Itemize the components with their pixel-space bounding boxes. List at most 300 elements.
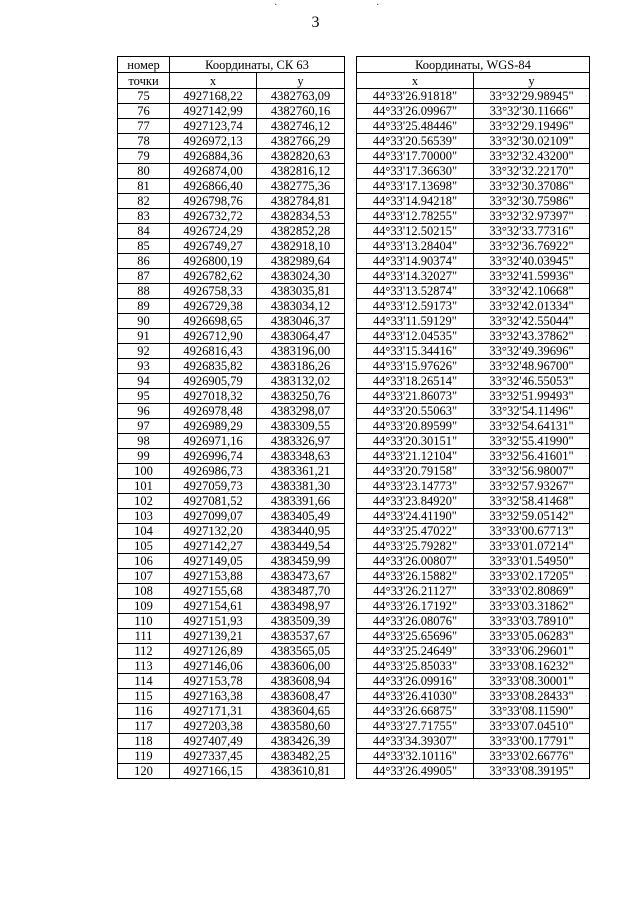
table-row <box>118 509 590 524</box>
column-gap <box>345 434 357 449</box>
table-row <box>118 164 590 179</box>
wgs84-longitude-cell: 33°33'07.04510" <box>474 719 590 734</box>
sk63-y-cell: 4383391,66 <box>257 494 345 509</box>
sk63-y-header: y <box>257 73 345 89</box>
sk63-y-cell: 4383132,02 <box>257 374 345 389</box>
sk63-x-cell: 4927146,06 <box>170 659 257 674</box>
point-number-cell: 84 <box>118 224 170 239</box>
wgs84-longitude-cell: 33°33'08.30001" <box>474 674 590 689</box>
wgs84-longitude-cell: 33°33'02.66776" <box>474 749 590 764</box>
sk63-x-cell: 4927142,27 <box>170 539 257 554</box>
wgs84-longitude-cell: 33°33'08.39195" <box>474 764 590 779</box>
sk63-x-cell: 4926749,27 <box>170 239 257 254</box>
sk63-x-cell: 4927151,93 <box>170 614 257 629</box>
wgs84-latitude-cell: 44°33'23.14773" <box>357 479 474 494</box>
wgs84-latitude-cell: 44°33'25.85033" <box>357 659 474 674</box>
wgs84-latitude-cell: 44°33'21.12104" <box>357 449 474 464</box>
point-number-cell: 80 <box>118 164 170 179</box>
sk63-x-cell: 4927153,88 <box>170 569 257 584</box>
sk63-y-cell: 4382775,36 <box>257 179 345 194</box>
wgs84-latitude-cell: 44°33'20.79158" <box>357 464 474 479</box>
wgs84-longitude-cell: 33°32'42.55044" <box>474 314 590 329</box>
sk63-x-cell: 4927407,49 <box>170 734 257 749</box>
point-number-cell: 79 <box>118 149 170 164</box>
table-row <box>118 659 590 674</box>
point-number-cell: 97 <box>118 419 170 434</box>
point-number-cell: 115 <box>118 689 170 704</box>
column-gap <box>345 554 357 569</box>
wgs84-latitude-cell: 44°33'12.78255" <box>357 209 474 224</box>
table-row <box>118 554 590 569</box>
wgs84-longitude-cell: 33°32'32.97397" <box>474 209 590 224</box>
wgs84-latitude-cell: 44°33'15.97626" <box>357 359 474 374</box>
table-row <box>118 494 590 509</box>
column-gap <box>345 719 357 734</box>
sk63-x-cell: 4926724,29 <box>170 224 257 239</box>
sk63-x-cell: 4926800,19 <box>170 254 257 269</box>
sk63-y-cell: 4382820,63 <box>257 149 345 164</box>
sk63-x-cell: 4927099,07 <box>170 509 257 524</box>
column-gap <box>345 269 357 284</box>
sk63-x-cell: 4927171,31 <box>170 704 257 719</box>
column-gap <box>345 734 357 749</box>
sk63-x-cell: 4926729,38 <box>170 299 257 314</box>
table-row <box>118 644 590 659</box>
table-row <box>118 89 590 104</box>
wgs84-longitude-cell: 33°32'32.43200" <box>474 149 590 164</box>
wgs84-latitude-cell: 44°33'26.66875" <box>357 704 474 719</box>
sk63-x-header: x <box>170 73 257 89</box>
column-gap <box>345 614 357 629</box>
sk63-y-cell: 4383565,05 <box>257 644 345 659</box>
table-row <box>118 599 590 614</box>
table-row <box>118 104 590 119</box>
table-row <box>118 149 590 164</box>
column-gap <box>345 584 357 599</box>
wgs84-y-header: y <box>474 73 590 89</box>
sk63-y-cell: 4383196,00 <box>257 344 345 359</box>
sk63-y-cell: 4383381,30 <box>257 479 345 494</box>
point-number-cell: 98 <box>118 434 170 449</box>
sk63-x-cell: 4926905,79 <box>170 374 257 389</box>
table-row <box>118 194 590 209</box>
table-row <box>118 719 590 734</box>
column-gap <box>345 689 357 704</box>
point-number-cell: 106 <box>118 554 170 569</box>
sk63-x-cell: 4927126,89 <box>170 644 257 659</box>
sk63-x-cell: 4927153,78 <box>170 674 257 689</box>
point-number-cell: 113 <box>118 659 170 674</box>
table-row <box>118 179 590 194</box>
point-number-cell: 85 <box>118 239 170 254</box>
sk63-y-cell: 4383482,25 <box>257 749 345 764</box>
point-number-cell: 109 <box>118 599 170 614</box>
table-row <box>118 419 590 434</box>
wgs84-latitude-cell: 44°33'20.56539" <box>357 134 474 149</box>
point-number-cell: 96 <box>118 404 170 419</box>
wgs84-longitude-cell: 33°32'32.22170" <box>474 164 590 179</box>
sk63-x-cell: 4927142,99 <box>170 104 257 119</box>
wgs84-latitude-cell: 44°33'20.89599" <box>357 419 474 434</box>
sk63-y-cell: 4383608,47 <box>257 689 345 704</box>
column-gap <box>345 674 357 689</box>
table-row <box>118 539 590 554</box>
sk63-x-cell: 4927154,61 <box>170 599 257 614</box>
table-row <box>118 749 590 764</box>
column-gap <box>345 134 357 149</box>
point-number-cell: 119 <box>118 749 170 764</box>
sk63-y-cell: 4383537,67 <box>257 629 345 644</box>
sk63-x-cell: 4926732,72 <box>170 209 257 224</box>
point-number-cell: 99 <box>118 449 170 464</box>
point-number-cell: 105 <box>118 539 170 554</box>
wgs84-longitude-cell: 33°32'30.75986" <box>474 194 590 209</box>
point-number-header-top: номер <box>118 57 170 73</box>
column-gap <box>345 539 357 554</box>
point-number-cell: 102 <box>118 494 170 509</box>
column-gap <box>345 239 357 254</box>
wgs84-longitude-cell: 33°32'33.77316" <box>474 224 590 239</box>
table-row <box>118 269 590 284</box>
table-row <box>118 674 590 689</box>
sk63-y-cell: 4383449,54 <box>257 539 345 554</box>
sk63-x-cell: 4927149,05 <box>170 554 257 569</box>
wgs84-longitude-cell: 33°32'58.41468" <box>474 494 590 509</box>
sk63-x-cell: 4926884,36 <box>170 149 257 164</box>
sk63-y-cell: 4383035,81 <box>257 284 345 299</box>
sk63-y-cell: 4383405,49 <box>257 509 345 524</box>
wgs84-latitude-cell: 44°33'26.41030" <box>357 689 474 704</box>
wgs84-latitude-cell: 44°33'14.32027" <box>357 269 474 284</box>
sk63-x-cell: 4927163,38 <box>170 689 257 704</box>
sk63-x-cell: 4927018,32 <box>170 389 257 404</box>
sk63-x-cell: 4926978,48 <box>170 404 257 419</box>
wgs84-longitude-cell: 33°33'08.11590" <box>474 704 590 719</box>
wgs84-latitude-cell: 44°33'13.28404" <box>357 239 474 254</box>
column-gap <box>345 374 357 389</box>
sk63-y-cell: 4383610,81 <box>257 764 345 779</box>
sk63-y-cell: 4383326,97 <box>257 434 345 449</box>
column-gap <box>345 224 357 239</box>
sk63-x-cell: 4926782,62 <box>170 269 257 284</box>
wgs84-longitude-cell: 33°33'06.29601" <box>474 644 590 659</box>
wgs84-latitude-cell: 44°33'11.59129" <box>357 314 474 329</box>
wgs84-longitude-cell: 33°32'36.76922" <box>474 239 590 254</box>
wgs84-longitude-cell: 33°32'54.11496" <box>474 404 590 419</box>
wgs84-latitude-cell: 44°33'27.71755" <box>357 719 474 734</box>
wgs84-longitude-cell: 33°33'00.67713" <box>474 524 590 539</box>
column-gap <box>345 179 357 194</box>
wgs84-longitude-cell: 33°32'43.37862" <box>474 329 590 344</box>
wgs84-latitude-cell: 44°33'18.26514" <box>357 374 474 389</box>
table-row <box>118 569 590 584</box>
wgs84-latitude-cell: 44°33'12.50215" <box>357 224 474 239</box>
point-number-cell: 103 <box>118 509 170 524</box>
sk63-x-cell: 4926989,29 <box>170 419 257 434</box>
point-number-header-bottom: точки <box>118 73 170 89</box>
wgs84-longitude-cell: 33°33'01.54950" <box>474 554 590 569</box>
point-number-cell: 114 <box>118 674 170 689</box>
wgs84-latitude-cell: 44°33'20.30151" <box>357 434 474 449</box>
sk63-y-cell: 4383509,39 <box>257 614 345 629</box>
wgs84-longitude-cell: 33°33'08.28433" <box>474 689 590 704</box>
table-row <box>118 584 590 599</box>
sk63-y-cell: 4383580,60 <box>257 719 345 734</box>
sk63-x-cell: 4926971,16 <box>170 434 257 449</box>
table-row <box>118 329 590 344</box>
column-gap <box>345 644 357 659</box>
wgs84-latitude-cell: 44°33'34.39307" <box>357 734 474 749</box>
wgs84-latitude-cell: 44°33'14.94218" <box>357 194 474 209</box>
sk63-y-cell: 4383459,99 <box>257 554 345 569</box>
sk63-x-cell: 4927059,73 <box>170 479 257 494</box>
sk63-y-cell: 4383309,55 <box>257 419 345 434</box>
column-gap <box>345 104 357 119</box>
wgs84-longitude-cell: 33°33'03.31862" <box>474 599 590 614</box>
point-number-cell: 95 <box>118 389 170 404</box>
wgs84-longitude-cell: 33°32'56.41601" <box>474 449 590 464</box>
wgs84-latitude-cell: 44°33'20.55063" <box>357 404 474 419</box>
point-number-cell: 78 <box>118 134 170 149</box>
wgs84-latitude-cell: 44°33'26.91818" <box>357 89 474 104</box>
wgs84-longitude-cell: 33°32'57.93267" <box>474 479 590 494</box>
sk63-x-cell: 4926758,33 <box>170 284 257 299</box>
sk63-x-cell: 4927203,38 <box>170 719 257 734</box>
table-row <box>118 479 590 494</box>
table-row <box>118 134 590 149</box>
point-number-cell: 77 <box>118 119 170 134</box>
column-gap <box>345 494 357 509</box>
wgs84-latitude-cell: 44°33'26.09967" <box>357 104 474 119</box>
table-row <box>118 314 590 329</box>
table-row <box>118 464 590 479</box>
table-row <box>118 254 590 269</box>
column-gap <box>345 299 357 314</box>
sk63-y-cell: 4382816,12 <box>257 164 345 179</box>
sk63-y-cell: 4383348,63 <box>257 449 345 464</box>
point-number-cell: 108 <box>118 584 170 599</box>
sk63-y-cell: 4383487,70 <box>257 584 345 599</box>
wgs84-longitude-cell: 33°33'02.80869" <box>474 584 590 599</box>
wgs84-latitude-cell: 44°33'26.08076" <box>357 614 474 629</box>
table-row <box>118 614 590 629</box>
sk63-y-cell: 4382852,28 <box>257 224 345 239</box>
column-gap <box>345 569 357 584</box>
sk63-x-cell: 4926712,90 <box>170 329 257 344</box>
wgs84-latitude-cell: 44°33'17.36630" <box>357 164 474 179</box>
point-number-cell: 118 <box>118 734 170 749</box>
table-row <box>118 344 590 359</box>
table-row <box>118 629 590 644</box>
point-number-cell: 100 <box>118 464 170 479</box>
column-gap <box>345 359 357 374</box>
sk63-x-cell: 4927337,45 <box>170 749 257 764</box>
column-gap <box>345 659 357 674</box>
table-row <box>118 359 590 374</box>
sk63-x-cell: 4926874,00 <box>170 164 257 179</box>
column-gap <box>345 389 357 404</box>
sk63-y-cell: 4383298,07 <box>257 404 345 419</box>
column-gap <box>345 524 357 539</box>
sk63-x-cell: 4926798,76 <box>170 194 257 209</box>
column-gap <box>345 764 357 779</box>
sk63-y-cell: 4382834,53 <box>257 209 345 224</box>
table-row <box>118 389 590 404</box>
wgs84-longitude-cell: 33°32'29.98945" <box>474 89 590 104</box>
wgs84-longitude-cell: 33°32'48.96700" <box>474 359 590 374</box>
wgs84-latitude-cell: 44°33'25.47022" <box>357 524 474 539</box>
sk63-x-cell: 4926698,65 <box>170 314 257 329</box>
sk63-y-cell: 4383361,21 <box>257 464 345 479</box>
wgs84-latitude-cell: 44°33'26.17192" <box>357 599 474 614</box>
column-gap <box>345 194 357 209</box>
page-number: 3 <box>311 14 320 31</box>
sk63-y-cell: 4383250,76 <box>257 389 345 404</box>
wgs84-latitude-cell: 44°33'26.21127" <box>357 584 474 599</box>
column-gap <box>345 254 357 269</box>
table-row <box>118 449 590 464</box>
sk63-y-cell: 4383186,26 <box>257 359 345 374</box>
point-number-cell: 94 <box>118 374 170 389</box>
wgs84-longitude-cell: 33°33'05.06283" <box>474 629 590 644</box>
wgs84-latitude-cell: 44°33'13.52874" <box>357 284 474 299</box>
table-row <box>118 209 590 224</box>
column-gap <box>345 419 357 434</box>
point-number-cell: 81 <box>118 179 170 194</box>
point-number-cell: 88 <box>118 284 170 299</box>
point-number-cell: 87 <box>118 269 170 284</box>
column-gap <box>345 509 357 524</box>
table-row <box>118 689 590 704</box>
wgs84-longitude-cell: 33°33'01.07214" <box>474 539 590 554</box>
sk63-y-cell: 4382746,12 <box>257 119 345 134</box>
sk63-x-cell: 4926996,74 <box>170 449 257 464</box>
point-number-cell: 75 <box>118 89 170 104</box>
wgs84-x-header: x <box>357 73 474 89</box>
column-gap <box>345 314 357 329</box>
wgs84-latitude-cell: 44°33'24.41190" <box>357 509 474 524</box>
sk63-x-cell: 4927132,20 <box>170 524 257 539</box>
sk63-y-cell: 4382989,64 <box>257 254 345 269</box>
wgs84-latitude-cell: 44°33'12.04535" <box>357 329 474 344</box>
column-gap <box>345 284 357 299</box>
wgs84-longitude-cell: 33°32'55.41990" <box>474 434 590 449</box>
sk63-y-cell: 4383440,95 <box>257 524 345 539</box>
point-number-cell: 89 <box>118 299 170 314</box>
column-gap <box>345 464 357 479</box>
sk63-x-cell: 4926986,73 <box>170 464 257 479</box>
wgs84-longitude-cell: 33°32'29.19496" <box>474 119 590 134</box>
wgs84-latitude-cell: 44°33'23.84920" <box>357 494 474 509</box>
wgs84-latitude-cell: 44°33'25.65696" <box>357 629 474 644</box>
sk63-x-cell: 4927155,68 <box>170 584 257 599</box>
column-gap <box>345 344 357 359</box>
wgs84-latitude-cell: 44°33'25.24649" <box>357 644 474 659</box>
sk63-x-cell: 4927123,74 <box>170 119 257 134</box>
wgs84-latitude-cell: 44°33'15.34416" <box>357 344 474 359</box>
wgs84-group-header: Координаты, WGS-84 <box>357 57 590 73</box>
point-number-cell: 86 <box>118 254 170 269</box>
sk63-y-cell: 4382760,16 <box>257 104 345 119</box>
wgs84-longitude-cell: 33°32'42.10668" <box>474 284 590 299</box>
wgs84-longitude-cell: 33°32'56.98007" <box>474 464 590 479</box>
column-gap <box>345 209 357 224</box>
column-gap <box>345 89 357 104</box>
point-number-cell: 117 <box>118 719 170 734</box>
wgs84-longitude-cell: 33°32'59.05142" <box>474 509 590 524</box>
column-gap <box>345 57 357 89</box>
column-gap <box>345 449 357 464</box>
sk63-x-cell: 4926816,43 <box>170 344 257 359</box>
sk63-y-cell: 4383034,12 <box>257 299 345 314</box>
sk63-y-cell: 4383024,30 <box>257 269 345 284</box>
table-row <box>118 764 590 779</box>
column-gap <box>345 599 357 614</box>
table-row <box>118 704 590 719</box>
column-gap <box>345 119 357 134</box>
wgs84-longitude-cell: 33°32'51.99493" <box>474 389 590 404</box>
table-row <box>118 224 590 239</box>
wgs84-latitude-cell: 44°33'17.13698" <box>357 179 474 194</box>
wgs84-latitude-cell: 44°33'26.15882" <box>357 569 474 584</box>
column-gap <box>345 629 357 644</box>
wgs84-latitude-cell: 44°33'12.59173" <box>357 299 474 314</box>
point-number-cell: 104 <box>118 524 170 539</box>
table-row <box>118 119 590 134</box>
sk63-x-cell: 4927139,21 <box>170 629 257 644</box>
sk63-y-cell: 4383426,39 <box>257 734 345 749</box>
wgs84-latitude-cell: 44°33'21.86073" <box>357 389 474 404</box>
wgs84-longitude-cell: 33°33'02.17205" <box>474 569 590 584</box>
point-number-cell: 110 <box>118 614 170 629</box>
sk63-y-cell: 4382766,29 <box>257 134 345 149</box>
wgs84-longitude-cell: 33°32'30.37086" <box>474 179 590 194</box>
scan-speck: · <box>274 0 278 11</box>
sk63-y-cell: 4383046,37 <box>257 314 345 329</box>
wgs84-longitude-cell: 33°32'46.55053" <box>474 374 590 389</box>
point-number-cell: 107 <box>118 569 170 584</box>
sk63-y-cell: 4383604,65 <box>257 704 345 719</box>
point-number-cell: 93 <box>118 359 170 374</box>
point-number-cell: 111 <box>118 629 170 644</box>
coordinates-table <box>117 56 590 779</box>
point-number-cell: 120 <box>118 764 170 779</box>
scan-speck: · <box>376 0 380 11</box>
column-gap <box>345 404 357 419</box>
sk63-y-cell: 4383498,97 <box>257 599 345 614</box>
point-number-cell: 116 <box>118 704 170 719</box>
point-number-cell: 112 <box>118 644 170 659</box>
sk63-y-cell: 4382763,09 <box>257 89 345 104</box>
point-number-cell: 91 <box>118 329 170 344</box>
column-gap <box>345 704 357 719</box>
table-row <box>118 404 590 419</box>
column-gap <box>345 329 357 344</box>
column-gap <box>345 164 357 179</box>
point-number-cell: 76 <box>118 104 170 119</box>
wgs84-latitude-cell: 44°33'26.49905" <box>357 764 474 779</box>
table-row <box>118 734 590 749</box>
sk63-group-header: Координаты, СК 63 <box>170 57 345 73</box>
table-row <box>118 524 590 539</box>
sk63-x-cell: 4927166,15 <box>170 764 257 779</box>
point-number-cell: 82 <box>118 194 170 209</box>
table-row <box>118 239 590 254</box>
wgs84-latitude-cell: 44°33'14.90374" <box>357 254 474 269</box>
table-row <box>118 284 590 299</box>
wgs84-longitude-cell: 33°32'40.03945" <box>474 254 590 269</box>
wgs84-longitude-cell: 33°32'30.02109" <box>474 134 590 149</box>
